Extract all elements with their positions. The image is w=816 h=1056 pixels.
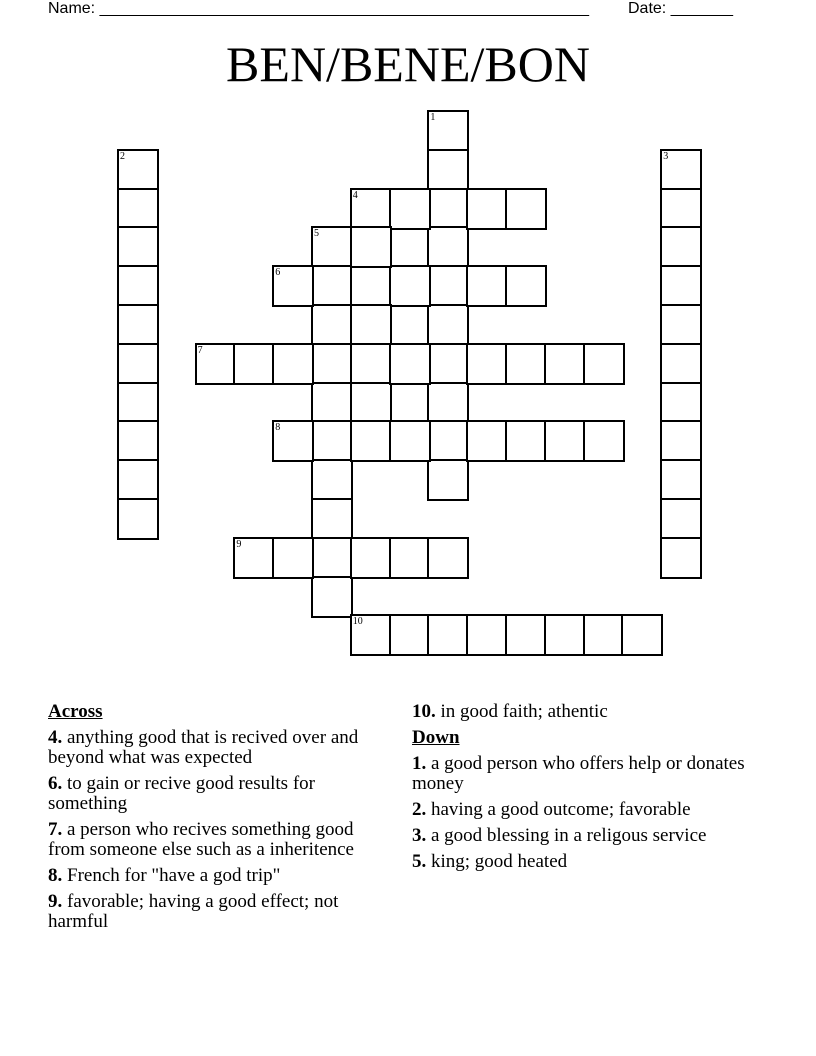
crossword-cell[interactable] xyxy=(117,343,159,385)
crossword-cell[interactable] xyxy=(505,265,547,307)
crossword-cell[interactable] xyxy=(427,420,469,462)
crossword-cell[interactable] xyxy=(583,420,625,462)
crossword-cell[interactable] xyxy=(544,420,586,462)
crossword-cell[interactable] xyxy=(311,420,353,462)
crossword-cell[interactable] xyxy=(660,265,702,307)
crossword-cell[interactable] xyxy=(117,382,159,424)
crossword-cell[interactable] xyxy=(389,188,431,230)
crossword-cell[interactable] xyxy=(427,149,469,191)
crossword-cell[interactable] xyxy=(350,226,392,268)
crossword-cell[interactable] xyxy=(427,265,469,307)
crossword-cell[interactable] xyxy=(311,226,353,268)
across-clue xyxy=(412,702,757,722)
crossword-cell[interactable] xyxy=(660,343,702,385)
crossword-cell[interactable] xyxy=(660,149,702,191)
crossword-cell[interactable] xyxy=(505,420,547,462)
crossword-cell[interactable] xyxy=(350,265,392,307)
clue-number: 9. xyxy=(48,891,63,912)
crossword-cell[interactable] xyxy=(350,614,392,656)
clue-number: 1. xyxy=(412,753,427,774)
clue-number: 7. xyxy=(48,819,63,840)
crossword-cell[interactable] xyxy=(195,343,237,385)
cell-number: 8 xyxy=(275,422,281,434)
crossword-cell[interactable] xyxy=(117,149,159,191)
crossword-cell[interactable] xyxy=(311,459,353,501)
crossword-cell[interactable] xyxy=(311,343,353,385)
clue-text: a person who recives something good from someone else such as a inheritence xyxy=(48,819,354,860)
clue-text: anything good that is recived over and beyond what was expected xyxy=(48,727,359,768)
crossword-cell[interactable] xyxy=(466,265,508,307)
down-clue xyxy=(412,852,757,872)
cell-number: 2 xyxy=(120,150,125,162)
across-clue xyxy=(48,728,393,768)
clue-number: 8. xyxy=(48,865,63,886)
crossword-cell[interactable] xyxy=(311,537,353,579)
crossword-cell[interactable] xyxy=(427,110,469,152)
page-title: BEN/BENE/BON xyxy=(226,36,590,92)
crossword-cell[interactable] xyxy=(117,304,159,346)
clue-text: to gain or recive good results for something xyxy=(48,773,315,814)
crossword-cell[interactable] xyxy=(311,382,353,424)
crossword-cell[interactable] xyxy=(389,614,431,656)
crossword-cell[interactable] xyxy=(660,226,702,268)
crossword-cell[interactable] xyxy=(544,343,586,385)
crossword-cell[interactable] xyxy=(272,343,314,385)
crossword-cell[interactable] xyxy=(427,459,469,501)
clue-number: 6. xyxy=(48,773,63,794)
crossword-cell[interactable] xyxy=(389,265,431,307)
cell-number: 1 xyxy=(430,112,436,123)
crossword-cell[interactable] xyxy=(660,420,702,462)
down-clue xyxy=(412,754,757,794)
clue-text: a good blessing in a religous service xyxy=(431,825,707,846)
crossword-cell[interactable] xyxy=(117,498,159,540)
crossword-cell[interactable] xyxy=(621,614,663,656)
cell-number: 7 xyxy=(197,344,203,356)
crossword-cell[interactable] xyxy=(117,188,159,230)
across-clue xyxy=(48,820,393,860)
crossword-cell[interactable] xyxy=(350,188,392,230)
crossword-cell[interactable] xyxy=(544,614,586,656)
cell-number: 10 xyxy=(352,616,363,628)
across-heading: Across xyxy=(48,701,103,722)
crossword-cell[interactable] xyxy=(660,188,702,230)
crossword-cell[interactable] xyxy=(272,420,314,462)
clues-left-column xyxy=(48,702,393,938)
across-clue xyxy=(48,866,393,886)
crossword-cell[interactable] xyxy=(583,343,625,385)
down-clue xyxy=(412,826,757,846)
crossword-cell[interactable] xyxy=(311,576,353,618)
cell-number: 5 xyxy=(314,228,319,240)
cell-number: 4 xyxy=(352,189,358,201)
clue-number: 4. xyxy=(48,727,63,748)
crossword-cell[interactable] xyxy=(505,188,547,230)
crossword-cell[interactable] xyxy=(660,459,702,501)
crossword-cell[interactable] xyxy=(311,265,353,307)
crossword-cell[interactable] xyxy=(350,537,392,579)
cell-number: 6 xyxy=(275,267,281,279)
clue-text: a good person who offers help or donates money xyxy=(412,753,745,794)
crossword-cell[interactable] xyxy=(117,420,159,462)
crossword-cell[interactable] xyxy=(233,537,275,579)
crossword-cell[interactable] xyxy=(660,382,702,424)
cell-number: 3 xyxy=(663,150,669,162)
crossword-cell[interactable] xyxy=(272,537,314,579)
clue-text: favorable; having a good effect; not harmful xyxy=(48,891,339,932)
clue-number: 3. xyxy=(412,825,427,846)
crossword-cell[interactable] xyxy=(466,420,508,462)
crossword-cell[interactable] xyxy=(272,265,314,307)
cell-number: 9 xyxy=(236,538,242,550)
crossword-cell[interactable] xyxy=(350,304,392,346)
across-clue xyxy=(48,774,393,814)
crossword-cell[interactable] xyxy=(350,420,392,462)
down-clue xyxy=(412,800,757,820)
crossword-cell[interactable] xyxy=(389,343,431,385)
crossword-cell[interactable] xyxy=(427,304,469,346)
name-field-label: Name: _______________________________________________________ xyxy=(48,0,589,17)
crossword-cell[interactable] xyxy=(505,343,547,385)
crossword-cell[interactable] xyxy=(389,537,431,579)
crossword-cell[interactable] xyxy=(427,382,469,424)
crossword-cell[interactable] xyxy=(466,343,508,385)
crossword-cell[interactable] xyxy=(389,420,431,462)
crossword-cell[interactable] xyxy=(660,537,702,579)
crossword-cell[interactable] xyxy=(117,265,159,307)
clues-right-column xyxy=(412,702,757,878)
crossword-cell[interactable] xyxy=(350,343,392,385)
clue-text: French for "have a god trip" xyxy=(67,865,281,886)
crossword-cell[interactable] xyxy=(117,459,159,501)
date-field-label: Date: _______ xyxy=(628,0,733,17)
crossword-cell[interactable] xyxy=(117,226,159,268)
clue-number: 10. xyxy=(412,701,436,722)
crossword-cell[interactable] xyxy=(505,614,547,656)
crossword-cell[interactable] xyxy=(583,614,625,656)
clue-text: king; good heated xyxy=(431,851,568,872)
down-heading: Down xyxy=(412,727,460,748)
crossword-cell[interactable] xyxy=(350,382,392,424)
crossword-cell[interactable] xyxy=(660,498,702,540)
crossword-cell[interactable] xyxy=(466,614,508,656)
crossword-cell[interactable] xyxy=(427,614,469,656)
crossword-cell[interactable] xyxy=(427,537,469,579)
clue-number: 2. xyxy=(412,799,427,820)
crossword-cell[interactable] xyxy=(427,343,469,385)
crossword-cell[interactable] xyxy=(660,304,702,346)
across-clue xyxy=(48,892,393,932)
crossword-cell[interactable] xyxy=(427,188,469,230)
clue-text: having a good outcome; favorable xyxy=(431,799,691,820)
clue-number: 5. xyxy=(412,851,427,872)
crossword-cell[interactable] xyxy=(233,343,275,385)
crossword-cell[interactable] xyxy=(311,498,353,540)
crossword-cell[interactable] xyxy=(466,188,508,230)
crossword-cell[interactable] xyxy=(311,304,353,346)
clue-text: in good faith; athentic xyxy=(440,701,608,722)
crossword-cell[interactable] xyxy=(427,226,469,268)
